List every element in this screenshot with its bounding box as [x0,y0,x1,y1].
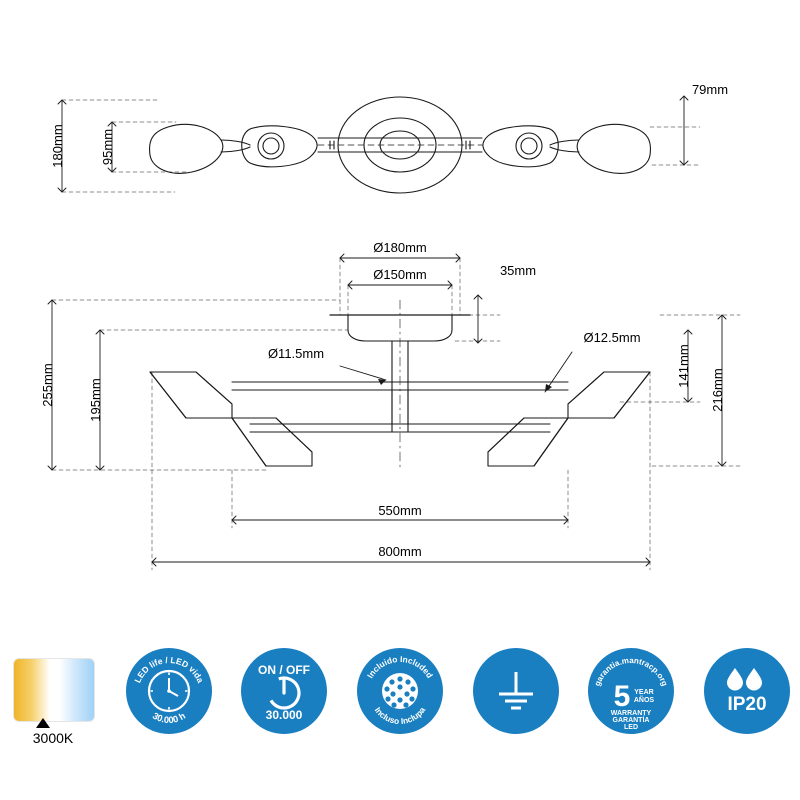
dim-550mm: 550mm [378,503,422,518]
svg-text:30.000 h: 30.000 h [150,710,187,726]
dim-35mm: 35mm [499,263,537,278]
svg-text:5: 5 [613,680,631,713]
dim-canopy-outer: Ø180mm [373,240,427,255]
feature-icon-strip [0,648,800,800]
svg-text:AÑOS: AÑOS [634,697,655,704]
dim-95mm: 95mm [100,128,115,166]
badge-ip-rating [704,648,790,752]
color-temperature-icon [10,648,96,746]
svg-text:WARRANTY: WARRANTY [611,710,652,717]
led-life-icon [126,648,212,734]
on-off-icon [241,648,327,734]
led-module-included-icon [357,648,443,734]
dim-141mm: 141mm [676,344,691,388]
svg-text:garantia.mantracp.org: garantia.mantracp.org [592,655,670,688]
svg-text:ON / OFF: ON / OFF [258,663,311,677]
svg-text:LED: LED [624,724,639,731]
svg-text:GARANTÍA: GARANTÍA [612,717,650,724]
earth-icon [473,648,559,734]
svg-text:30.000: 30.000 [265,708,303,722]
warranty-icon [588,648,674,734]
badge-warranty [588,648,674,752]
svg-text:Incluso Inclupa: Incluso Inclupa [372,705,428,727]
dim-800mm: 800mm [378,544,422,559]
badge-led-included [357,648,443,752]
badge-earth [473,648,559,752]
dim-216mm: 216mm [710,368,725,412]
dim-canopy-inner: Ø150mm [373,267,427,282]
svg-text:LED life / LED vida: LED life / LED vida [132,654,206,685]
dim-rod-right: Ø12.5mm [583,330,641,345]
badge-color-temperature [10,648,96,752]
dim-79mm: 79mm [691,82,729,97]
dim-195mm: 195mm [88,378,103,422]
svg-text:IP20: IP20 [727,694,767,715]
dim-255mm: 255mm [40,363,55,407]
color-temperature-value: 3000K [32,730,74,746]
svg-text:YEAR: YEAR [634,689,655,696]
badge-on-off [241,648,327,752]
badge-led-life [126,648,212,752]
svg-text:Incluido Included: Incluido Included [364,653,436,680]
dim-180mm: 180mm [50,124,65,168]
dim-rod-left: Ø11.5mm [267,346,325,361]
ip-rating-icon [704,648,790,734]
